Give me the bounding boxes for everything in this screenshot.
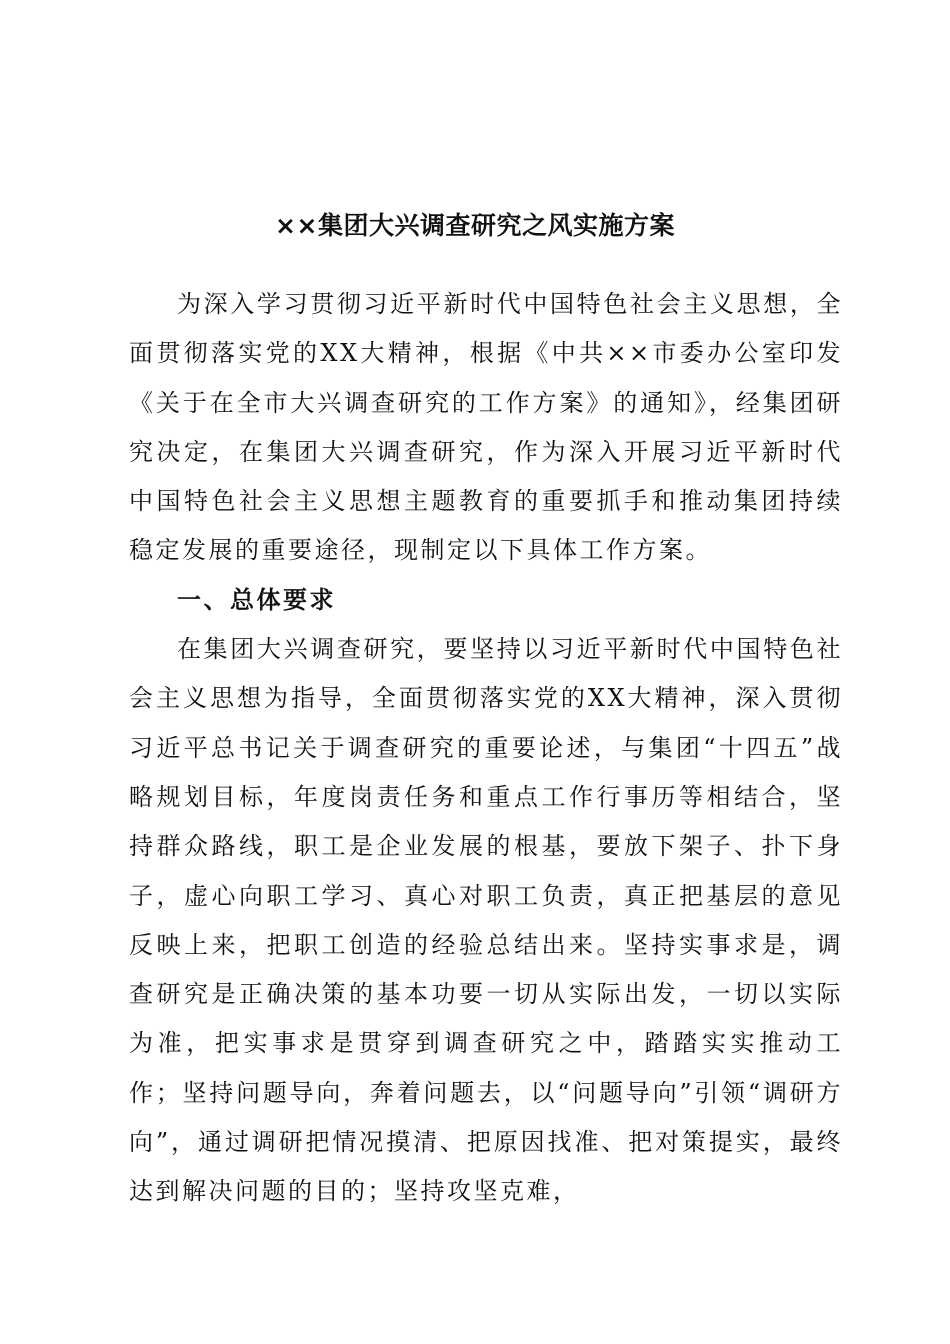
section-heading-general-requirements: 一、总体要求 [177,585,336,614]
general-requirements-paragraph: 在集团大兴调查研究，要坚持以习近平新时代中国特色社会主义思想为指导，全面贯彻落实党的XX大精神，深入贯彻习近平总书记关于调查研究的重要论述，与集团“十四五”战略规划目标，年度岗责任务和重点工作行事历等相结合，坚持群众路线，职工是企业发展的根基，要放下架子、扑下身子，虚心向职工学习、真心对职工负责，真正把基层的意见反映上来，把职工创造的经验总结出来。坚持实事求是，调查研究是正确决策的基本功要一切从实际出发，一切以实际为准，把实事求是贯穿到调查研究之中，踏踏实实推动工作；坚持问题导向，奔着问题去，以“问题导向”引领“调研方向”，通过调研把情况摸清、把原因找准、把对策提实，最终达到解决问题的目的；坚持攻坚克难， [129,635,843,1206]
document-body [129,280,843,1217]
document-title: ××集团大兴调查研究之风实施方案 [275,211,675,240]
intro-paragraph: 为深入学习贯彻习近平新时代中国特色社会主义思想，全面贯彻落实党的XX大精神，根据《中共××市委办公室印发《关于在全市大兴调查研究的工作方案》的通知》，经集团研究决定，在集团大兴调查研究，作为深入开展习近平新时代中国特色社会主义思想主题教育的重要抓手和推动集团持续稳定发展的重要途径，现制定以下具体工作方案。 [129,290,843,565]
